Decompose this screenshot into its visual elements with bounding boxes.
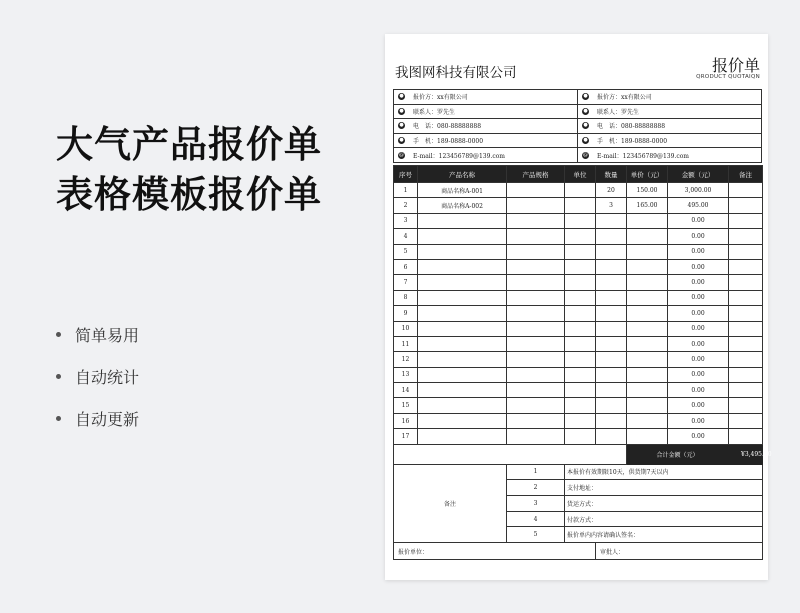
contact-row <box>394 148 762 163</box>
table-cell <box>565 352 596 367</box>
table-cell: 0.00 <box>668 398 729 413</box>
table-cell <box>418 306 507 321</box>
table-cell <box>729 321 763 336</box>
headline <box>56 120 322 220</box>
table-cell: 12 <box>394 352 418 367</box>
contact-text: 联系人：罗先生 <box>413 108 456 116</box>
table-cell <box>507 352 565 367</box>
table-cell: 0.00 <box>668 259 729 274</box>
table-cell <box>418 413 507 428</box>
table-cell <box>507 321 565 336</box>
table-cell: 7 <box>394 275 418 290</box>
user-icon: ● <box>399 93 404 100</box>
table-cell <box>507 306 565 321</box>
table-cell <box>507 259 565 274</box>
table-row <box>394 398 763 413</box>
table-cell <box>507 290 565 305</box>
total-blank-cell <box>394 444 627 464</box>
document-title: 报价单 <box>711 56 760 75</box>
table-cell <box>729 275 763 290</box>
table-row <box>394 383 763 398</box>
table-cell: 14 <box>394 383 418 398</box>
note-number: 2 <box>507 480 565 496</box>
note-text: 支付地址： <box>565 480 763 496</box>
table-cell <box>596 398 627 413</box>
table-cell: 2 <box>394 198 418 213</box>
table-cell <box>565 183 596 198</box>
table-cell <box>507 336 565 351</box>
table-row <box>394 244 763 259</box>
footer-left: 报价单位： <box>394 543 596 560</box>
table-row <box>394 336 763 351</box>
notes-label: 备注 <box>394 464 507 542</box>
table-cell <box>627 383 668 398</box>
note-number: 4 <box>507 511 565 527</box>
table-cell: 0.00 <box>668 229 729 244</box>
contact-text: 电 话：080-88888888 <box>597 123 666 131</box>
table-cell <box>507 275 565 290</box>
table-cell <box>418 259 507 274</box>
quotation-sheet <box>385 34 772 580</box>
footer-row <box>394 543 763 560</box>
table-cell: 0.00 <box>668 321 729 336</box>
table-cell: 13 <box>394 367 418 382</box>
table-cell <box>507 198 565 213</box>
table-cell <box>418 383 507 398</box>
table-cell: 1 <box>394 183 418 198</box>
table-cell: 165.00 <box>627 198 668 213</box>
contact-row <box>394 104 762 119</box>
table-cell <box>565 259 596 274</box>
table-cell <box>507 183 565 198</box>
table-cell <box>627 213 668 228</box>
contact-cell <box>394 119 578 134</box>
table-cell: 17 <box>394 429 418 444</box>
table-cell <box>565 398 596 413</box>
table-cell <box>627 259 668 274</box>
note-text: 付款方式： <box>565 511 763 527</box>
contact-cell <box>394 90 578 105</box>
notes-row <box>394 464 763 480</box>
column-header: 产品名称 <box>418 166 507 183</box>
table-cell: 16 <box>394 413 418 428</box>
contact-text: E-mail：123456789@139.com <box>597 152 690 160</box>
total-row <box>394 444 763 464</box>
headline-line-2: 表格模板报价单 <box>56 173 322 216</box>
items-table <box>393 165 772 560</box>
table-row <box>394 290 763 305</box>
table-cell <box>627 244 668 259</box>
table-cell <box>565 413 596 428</box>
table-cell: 20 <box>596 183 627 198</box>
table-cell <box>627 429 668 444</box>
table-cell: 商品名称A-001 <box>418 183 507 198</box>
table-cell <box>596 352 627 367</box>
table-cell <box>596 275 627 290</box>
table-cell <box>596 229 627 244</box>
table-cell <box>729 306 763 321</box>
headline-line-1: 大气产品报价单 <box>56 123 322 166</box>
contact-row <box>394 119 762 134</box>
phone-icon: ● <box>583 122 588 129</box>
table-cell: 商品名称A-002 <box>418 198 507 213</box>
table-row <box>394 259 763 274</box>
column-header: 单价（元） <box>627 166 668 183</box>
table-cell: 3,000.00 <box>668 183 729 198</box>
table-cell <box>507 244 565 259</box>
table-cell <box>418 336 507 351</box>
note-number: 5 <box>507 527 565 543</box>
table-cell <box>729 336 763 351</box>
table-cell: 150.00 <box>627 183 668 198</box>
column-header: 金额（元） <box>668 166 729 183</box>
contacts-table <box>393 89 762 163</box>
table-cell: 11 <box>394 336 418 351</box>
table-cell: 3 <box>394 213 418 228</box>
mobile-icon: ● <box>399 137 404 144</box>
mobile-icon: ● <box>583 137 588 144</box>
table-cell <box>565 275 596 290</box>
table-cell <box>565 306 596 321</box>
table-cell <box>418 398 507 413</box>
contact-text: 报价方：xx有限公司 <box>413 94 468 102</box>
table-cell <box>729 398 763 413</box>
table-cell <box>507 229 565 244</box>
contact-cell <box>578 104 762 119</box>
table-cell <box>565 213 596 228</box>
table-cell: 15 <box>394 398 418 413</box>
table-cell <box>596 290 627 305</box>
table-row <box>394 306 763 321</box>
table-cell <box>729 259 763 274</box>
contact-text: 联系人：罗先生 <box>597 108 640 116</box>
column-header: 备注 <box>729 166 763 183</box>
table-cell <box>418 367 507 382</box>
table-cell <box>627 336 668 351</box>
table-row <box>394 352 763 367</box>
table-cell <box>418 244 507 259</box>
contact-cell <box>394 133 578 148</box>
table-cell <box>729 383 763 398</box>
feature-item <box>56 355 139 397</box>
table-cell <box>507 413 565 428</box>
feature-label: 自动统计 <box>75 367 140 387</box>
table-row <box>394 229 763 244</box>
contact-cell <box>578 119 762 134</box>
table-cell <box>729 183 763 198</box>
table-cell <box>596 213 627 228</box>
table-row <box>394 321 763 336</box>
feature-list <box>56 313 139 439</box>
table-cell <box>729 290 763 305</box>
table-row <box>394 183 763 198</box>
table-row <box>394 198 763 213</box>
note-number: 1 <box>507 464 565 480</box>
table-cell: 0.00 <box>668 429 729 444</box>
table-cell: 6 <box>394 259 418 274</box>
table-cell: 4 <box>394 229 418 244</box>
table-cell: 0.00 <box>668 244 729 259</box>
table-cell <box>596 306 627 321</box>
table-row <box>394 275 763 290</box>
table-cell <box>418 213 507 228</box>
table-cell <box>418 275 507 290</box>
table-cell <box>565 429 596 444</box>
column-header: 序号 <box>394 166 418 183</box>
table-cell: 0.00 <box>668 367 729 382</box>
note-number: 3 <box>507 496 565 512</box>
column-header: 单位 <box>565 166 596 183</box>
feature-item <box>56 313 139 355</box>
table-cell <box>729 229 763 244</box>
table-cell <box>565 198 596 213</box>
table-cell <box>507 383 565 398</box>
email-icon: @ <box>399 151 404 158</box>
contact-text: 手 机：189-0888-0000 <box>597 138 668 146</box>
table-cell: 10 <box>394 321 418 336</box>
user-icon: ● <box>583 93 588 100</box>
table-cell <box>418 229 507 244</box>
bullet-dot-icon <box>56 332 61 337</box>
table-cell <box>627 306 668 321</box>
column-header: 产品规格 <box>507 166 565 183</box>
table-cell <box>596 413 627 428</box>
total-label: 合计金额（元） <box>627 444 729 464</box>
contact-text: E-mail：123456789@139.com <box>413 152 506 160</box>
contact-text: 手 机：189-0888-0000 <box>413 138 484 146</box>
table-cell: 0.00 <box>668 336 729 351</box>
table-cell <box>418 321 507 336</box>
table-cell: 0.00 <box>668 413 729 428</box>
table-cell: 9 <box>394 306 418 321</box>
table-cell <box>596 259 627 274</box>
contact-cell <box>578 90 762 105</box>
contact-cell <box>578 148 762 163</box>
table-cell <box>565 336 596 351</box>
bullet-dot-icon <box>56 374 61 379</box>
table-cell <box>565 383 596 398</box>
table-cell <box>596 244 627 259</box>
table-cell <box>627 352 668 367</box>
table-cell: 495.00 <box>668 198 729 213</box>
table-cell <box>729 367 763 382</box>
table-row <box>394 429 763 444</box>
document-subtitle: QRODUCT QUOTAIQN <box>696 74 760 80</box>
table-cell <box>627 413 668 428</box>
table-row <box>394 367 763 382</box>
table-cell <box>729 352 763 367</box>
footer-right: 审批人： <box>596 543 763 560</box>
bullet-dot-icon <box>56 416 61 421</box>
table-cell <box>418 352 507 367</box>
table-cell <box>729 213 763 228</box>
table-cell <box>627 229 668 244</box>
contact-text: 电 话：080-88888888 <box>413 123 482 131</box>
table-cell <box>565 244 596 259</box>
table-cell <box>729 244 763 259</box>
table-row <box>394 213 763 228</box>
table-cell <box>565 290 596 305</box>
email-icon: @ <box>583 151 588 158</box>
table-cell: 5 <box>394 244 418 259</box>
phone-icon: ● <box>399 122 404 129</box>
contact-cell <box>394 104 578 119</box>
note-text: 本报价有效期限10天，供货期7天以内 <box>565 464 763 480</box>
table-cell: 0.00 <box>668 383 729 398</box>
contact-row <box>394 90 762 105</box>
table-cell: 0.00 <box>668 290 729 305</box>
table-cell: 8 <box>394 290 418 305</box>
contact-text: 报价方：xx有限公司 <box>597 94 652 102</box>
table-cell: 0.00 <box>668 306 729 321</box>
note-text: 报价单内内容请确认签名： <box>565 527 763 543</box>
table-cell <box>565 321 596 336</box>
contact-icon: ● <box>399 107 404 114</box>
table-cell <box>507 213 565 228</box>
table-cell <box>596 336 627 351</box>
table-cell <box>596 429 627 444</box>
table-cell <box>627 321 668 336</box>
contact-cell <box>578 133 762 148</box>
table-cell <box>418 429 507 444</box>
table-cell <box>596 321 627 336</box>
table-cell <box>627 367 668 382</box>
contact-icon: ● <box>583 107 588 114</box>
table-cell <box>565 367 596 382</box>
table-cell <box>596 367 627 382</box>
column-header: 数量 <box>596 166 627 183</box>
table-cell: 0.00 <box>668 275 729 290</box>
contact-cell <box>394 148 578 163</box>
feature-item <box>56 397 139 439</box>
table-cell <box>596 383 627 398</box>
table-cell <box>418 290 507 305</box>
table-cell <box>507 429 565 444</box>
table-row <box>394 413 763 428</box>
table-cell <box>729 429 763 444</box>
feature-label: 自动更新 <box>75 409 140 429</box>
table-cell <box>507 367 565 382</box>
total-value: ¥3,495.00 <box>729 444 763 464</box>
contact-row <box>394 133 762 148</box>
feature-label: 简单易用 <box>75 325 140 345</box>
table-cell <box>729 198 763 213</box>
table-cell <box>565 229 596 244</box>
table-cell <box>507 398 565 413</box>
table-cell <box>729 413 763 428</box>
company-name: 我图网科技有限公司 <box>395 65 517 81</box>
table-cell: 3 <box>596 198 627 213</box>
table-cell: 0.00 <box>668 213 729 228</box>
table-cell <box>627 398 668 413</box>
table-cell <box>627 275 668 290</box>
note-text: 货运方式： <box>565 496 763 512</box>
table-cell: 0.00 <box>668 352 729 367</box>
table-cell <box>627 290 668 305</box>
